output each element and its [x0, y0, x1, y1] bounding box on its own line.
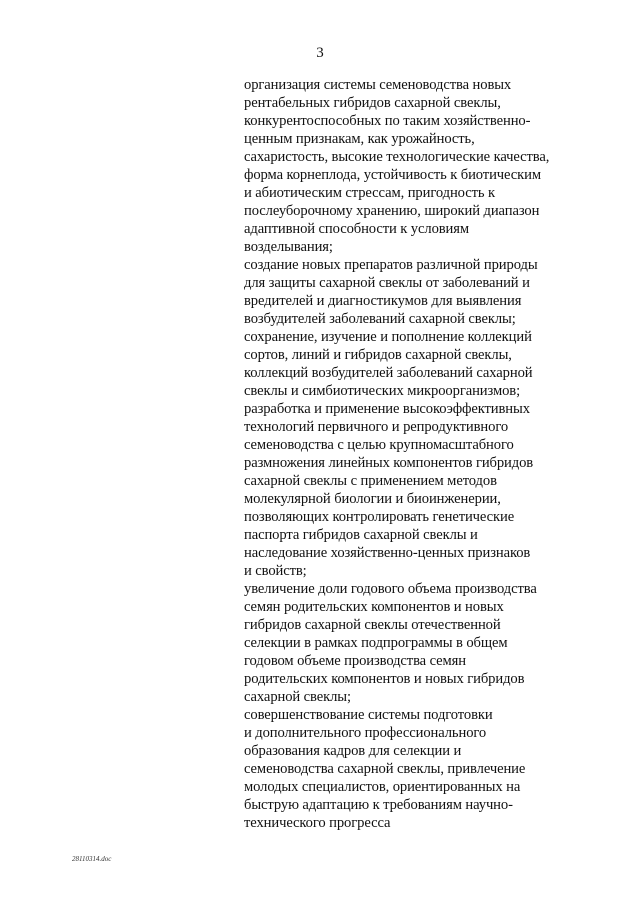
text-line: паспорта гибридов сахарной свеклы и	[244, 527, 478, 543]
text-line: коллекций возбудителей заболеваний сахарной	[244, 365, 533, 381]
text-line: наследование хозяйственно-ценных признаков	[244, 545, 531, 561]
text-line: годовом объеме производства семян	[244, 653, 466, 669]
footer-filename: 28110314.doc	[72, 855, 112, 863]
text-line: для защиты сахарной свеклы от заболеваний и	[244, 275, 530, 291]
text-line: селекции в рамках подпрограммы в общем	[244, 635, 508, 651]
text-line: рентабельных гибридов сахарной свеклы,	[244, 95, 501, 111]
text-line: семян родительских компонентов и новых	[244, 599, 504, 615]
text-line: сахарной свеклы;	[244, 689, 351, 705]
text-line: ценным признакам, как урожайность,	[244, 131, 475, 147]
text-line: свеклы и симбиотических микроорганизмов;	[244, 383, 521, 399]
text-line: конкурентоспособных по таким хозяйственно-	[244, 113, 531, 129]
text-line: и абиотическим стрессам, пригодность к	[244, 185, 495, 201]
text-line: и свойств;	[244, 563, 307, 579]
text-line: технического прогресса	[244, 815, 391, 831]
text-line: образования кадров для селекции и	[244, 743, 462, 759]
text-line: сортов, линий и гибридов сахарной свеклы,	[244, 347, 512, 363]
text-line: организация системы семеноводства новых	[244, 77, 512, 93]
text-line: сахарной свеклы с применением методов	[244, 473, 497, 489]
text-line: молодых специалистов, ориентированных на	[244, 779, 521, 795]
text-line: возбудителей заболеваний сахарной свеклы;	[244, 311, 516, 327]
page-number: 3	[316, 45, 324, 61]
text-line: молекулярной биологии и биоинженерии,	[244, 491, 501, 507]
text-line: позволяющих контролировать генетические	[244, 509, 515, 525]
text-line: разработка и применение высокоэффективных	[244, 401, 530, 417]
text-line: адаптивной способности к условиям	[244, 221, 470, 237]
body-text	[244, 76, 584, 832]
text-line: родительских компонентов и новых гибридов	[244, 671, 525, 687]
text-line: форма корнеплода, устойчивость к биотическим	[244, 167, 541, 183]
text-line: быструю адаптацию к требованиям научно-	[244, 797, 513, 813]
text-line: гибридов сахарной свеклы отечественной	[244, 617, 501, 633]
text-line: семеноводства сахарной свеклы, привлечение	[244, 761, 526, 777]
text-line: вредителей и диагностикумов для выявления	[244, 293, 522, 309]
text-line: создание новых препаратов различной природы	[244, 257, 538, 273]
text-line: сохранение, изучение и пополнение коллекций	[244, 329, 532, 345]
text-line: возделывания;	[244, 239, 333, 255]
text-line: послеуборочному хранению, широкий диапазон	[244, 203, 540, 219]
text-line: и дополнительного профессионального	[244, 725, 487, 741]
text-line: увеличение доли годового объема производства	[244, 581, 537, 597]
text-line: размножения линейных компонентов гибридов	[244, 455, 534, 471]
text-line: семеноводства с целью крупномасштабного	[244, 437, 514, 453]
text-line: технологий первичного и репродуктивного	[244, 419, 509, 435]
text-line: совершенствование системы подготовки	[244, 707, 493, 723]
text-line: сахаристость, высокие технологические качества,	[244, 149, 550, 165]
